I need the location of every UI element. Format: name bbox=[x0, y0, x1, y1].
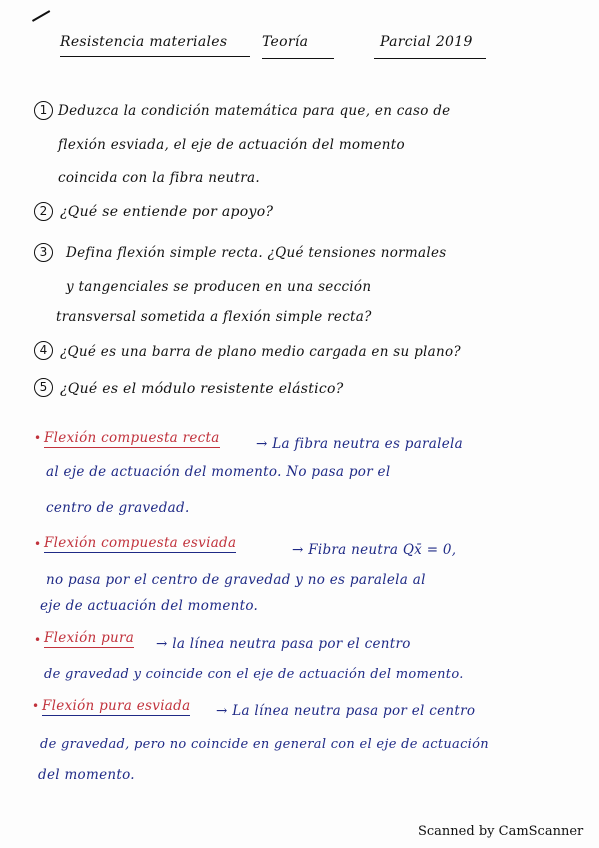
note-bullet: • bbox=[32, 699, 40, 713]
note-bullet: • bbox=[34, 633, 42, 647]
question-1-line-3: coincida con la fibra neutra. bbox=[58, 170, 260, 186]
pen-stroke bbox=[32, 10, 50, 21]
note-2-line-3: eje de actuación del momento. bbox=[40, 598, 259, 614]
header-title-underline bbox=[60, 56, 250, 57]
question-number-2: 2 bbox=[34, 202, 53, 221]
question-1-line-2: flexión esviada, el eje de actuación del momento bbox=[58, 137, 405, 153]
scanner-watermark: Scanned by CamScanner bbox=[418, 824, 584, 839]
question-4-line-1: ¿Qué es una barra de plano medio cargada en su plano? bbox=[60, 344, 461, 360]
question-number-3: 3 bbox=[34, 243, 53, 262]
note-1-line-3: centro de gravedad. bbox=[46, 500, 190, 516]
question-1-line-1: Deduzca la condición matemática para que, en caso de bbox=[58, 103, 451, 119]
note-4-line-3: del momento. bbox=[38, 767, 135, 783]
question-2-line-1: ¿Qué se entiende por apoyo? bbox=[60, 204, 274, 220]
note-bullet: • bbox=[34, 537, 42, 551]
note-1-line-2: al eje de actuación del momento. No pasa por el bbox=[46, 464, 391, 480]
header-exam: Parcial 2019 bbox=[380, 34, 473, 50]
question-number-4: 4 bbox=[34, 341, 53, 360]
header-title: Resistencia materiales bbox=[60, 34, 228, 50]
question-number-1: 1 bbox=[34, 101, 53, 120]
note-4-line-1: → La línea neutra pasa por el centro bbox=[216, 703, 476, 719]
question-3-line-3: transversal sometida a flexión simple recta? bbox=[56, 309, 372, 325]
note-4-line-2: de gravedad, pero no coincide en general con el eje de actuación bbox=[40, 737, 489, 752]
note-2-line-1: → Fibra neutra Qx̄ = 0, bbox=[292, 542, 457, 558]
note-1-term: Flexión compuesta recta bbox=[44, 430, 220, 446]
note-bullet: • bbox=[34, 431, 42, 445]
question-3-line-2: y tangenciales se producen en una sección bbox=[66, 279, 372, 295]
note-1-line-1: → La fibra neutra es paralela bbox=[256, 436, 464, 452]
note-4-term: Flexión pura esviada bbox=[42, 698, 191, 714]
question-number-5: 5 bbox=[34, 378, 53, 397]
header-section-underline bbox=[262, 58, 334, 59]
note-3-line-1: → la línea neutra pasa por el centro bbox=[156, 636, 411, 652]
question-3-line-1: Defina flexión simple recta. ¿Qué tensiones normales bbox=[66, 245, 447, 261]
note-2-line-2: no pasa por el centro de gravedad y no es paralela al bbox=[46, 572, 426, 588]
note-3-line-2: de gravedad y coincide con el eje de actuación del momento. bbox=[44, 667, 464, 682]
header-exam-underline bbox=[374, 58, 486, 59]
note-3-term: Flexión pura bbox=[44, 630, 135, 646]
header-section: Teoría bbox=[262, 34, 309, 50]
question-5-line-1: ¿Qué es el módulo resistente elástico? bbox=[60, 381, 344, 397]
note-2-term: Flexión compuesta esviada bbox=[44, 535, 237, 551]
